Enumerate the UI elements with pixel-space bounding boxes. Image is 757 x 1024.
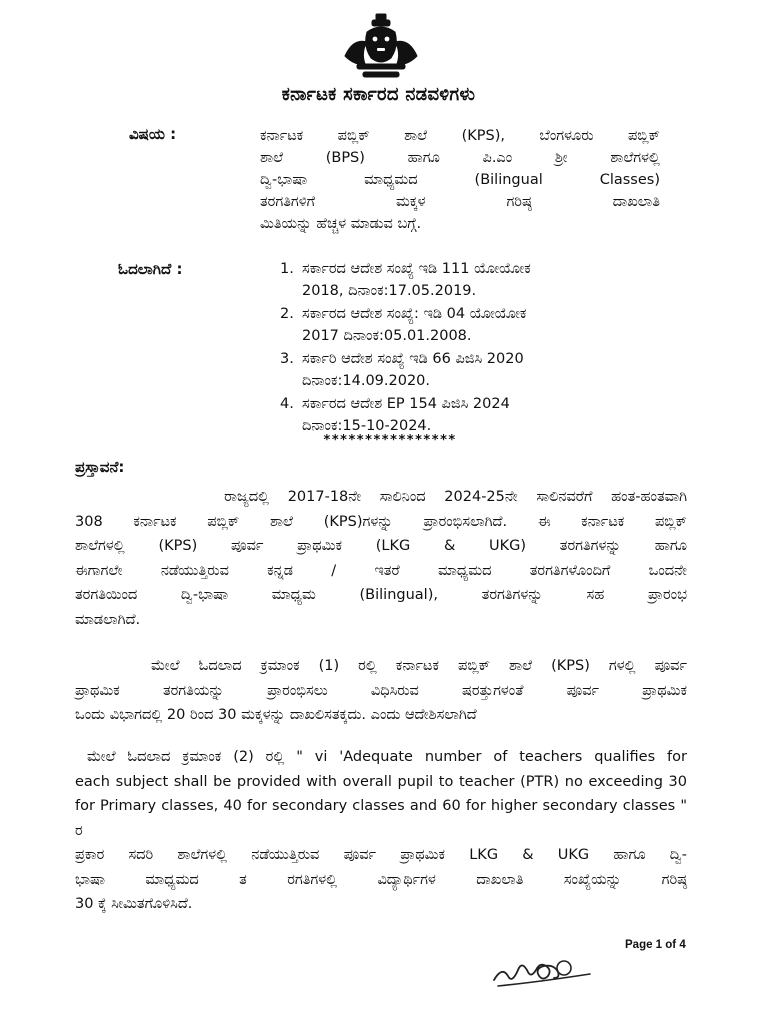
reference-line: ಸರ್ಕಾರದ ಆದೇಶ EP 154 ಪಿಜಿಸಿ 2024 [302,396,510,412]
subject-line: ದ್ವಿ-ಭಾಷಾ ಮಾಧ್ಯಮದ (Bilingual Classes) [260,172,660,188]
reference-line: ಸರ್ಕಾರದ ಆದೇಶ ಸಂಖ್ಯೆ: ಇಡಿ 04 ಯೋಯೋಕ [302,306,527,322]
subject-text [260,125,660,235]
reference-number: 3. [280,351,294,367]
page-number: Page 1 of 4 [625,939,686,951]
paragraph-line: ತರಗತಿಯಿಂದ ದ್ವಿ-ಭಾಷಾ ಮಾಧ್ಯಮ (Bilingual), ತರಗತಿಗಳನ್ನು ಸಹ ಪ್ರಾರಂಭ [75,587,687,603]
paragraph-line: 30 ಕ್ಕೆ ಸೀಮಿತಗೊಳಿಸಿದೆ. [75,896,193,912]
reference-number: 2. [280,306,294,322]
paragraph-line: ಮಾಡಲಾಗಿದೆ. [75,611,141,628]
separator-stars: **************** [323,433,457,448]
reference-line: ದಿನಾಂಕ:15-10-2024. [302,417,432,434]
paragraph-line: ರಾಜ್ಯದಲ್ಲಿ 2017-18ನೇ ಸಾಲಿನಿಂದ 2024-25ನೇ ಸಾಲಿನವರೆಗೆ ಹಂತ-ಹಂತವಾಗಿ [75,489,687,505]
paragraph-line: ಒಂದು ವಿಭಾಗದಲ್ಲಿ 20 ರಿಂದ 30 ಮಕ್ಕಳನ್ನು ದಾಖಲಿಸತಕ್ಕದು. ಎಂದು ಆದೇಶಿಸಲಾಗಿದೆ [75,707,477,723]
subject-line: ತರಗತಿಗಳಿಗೆ ಮಕ್ಕಳ ಗರಿಷ್ಠ ದಾಖಲಾತಿ [260,194,660,210]
reference-item [280,304,700,347]
page-title: ಕರ್ನಾಟಕ ಸರ್ಕಾರದ ನಡವಳಿಗಳು [281,84,476,105]
paragraph-line: ಪ್ರಾಥಮಿಕ ತರಗತಿಯನ್ನು ಪ್ರಾರಂಭಿಸಲು ವಿಧಿಸಿರುವ ಷರತ್ತುಗಳಂತೆ ಪೂರ್ವ ಪ್ರಾಥಮಿಕ [75,682,687,699]
paragraph-line: 308 ಕರ್ನಾಟಕ ಪಬ್ಲಿಕ್ ಶಾಲೆ (KPS)ಗಳನ್ನು ಪ್ರಾರಂಭಿಸಲಾಗಿದೆ. ಈ ಕರ್ನಾಟಕ ಪಬ್ಲಿಕ್ [75,513,687,530]
references-list [280,259,700,439]
subject-line: ಶಾಲೆ (BPS) ಹಾಗೂ ಪಿ.ಎಂ ಶ್ರೀ ಶಾಲೆಗಳಲ್ಲಿ [260,150,660,166]
reference-line: ಸರ್ಕಾರದ ಆದೇಶ ಸಂಖ್ಯೆ ಇಡಿ 111 ಯೋಯೋಕ [302,261,531,277]
reference-line: ದಿನಾಂಕ:14.09.2020. [302,372,431,389]
references-label: ಓದಲಾಗಿದೆ : [118,260,183,278]
paragraph-line: ಭಾಷಾ ಮಾಧ್ಯಮದ ತ ರಗತಿಗಳಲ್ಲಿ ವಿದ್ಯಾರ್ಥಿಗಳ ದಾಖಲಾತಿ ಸಂಖ್ಯೆಯನ್ನು ಗರಿಷ್ಠ [75,871,687,888]
reference-line: 2017 ದಿನಾಂಕ:05.01.2008. [302,327,472,344]
reference-item [280,259,700,302]
preamble-paragraph-2 [75,654,687,728]
reference-number: 1. [280,261,294,277]
preamble-paragraph-1 [75,485,687,632]
subject-line: ಮಿತಿಯನ್ನು ಹೆಚ್ಚಳ ಮಾಡುವ ಬಗ್ಗೆ. [260,216,422,232]
signature-icon [488,952,598,992]
preamble-heading: ಪ್ರಸ್ತಾವನೆ: [75,458,125,476]
reference-line: ಸರ್ಕಾರಿ ಆದೇಶ ಸಂಖ್ಯೆ ಇಡಿ 66 ಪಿಜಿಸಿ 2020 [302,351,524,367]
paragraph-line: each subject shall be provided with overall pupil to teacher (PTR) no exceeding 30 [75,773,687,790]
paragraph-line: ಮೇಲೆ ಓದಲಾದ ಕ್ರಮಾಂಕ (1) ರಲ್ಲಿ ಕರ್ನಾಟಕ ಪಬ್ಲಿಕ್ ಶಾಲೆ (KPS) ಗಳಲ್ಲಿ ಪೂರ್ವ [75,658,687,674]
reference-line: 2018, ದಿನಾಂಕ:17.05.2019. [302,282,477,299]
reference-item [280,394,700,437]
subject-label: ವಿಷಯ : [129,125,177,143]
paragraph-line: ಈಗಾಗಲೇ ನಡೆಯುತ್ತಿರುವ ಕನ್ನಡ / ಇತರೆ ಮಾಧ್ಯಮದ ತರಗತಿಗಳೊಂದಿಗೆ ಒಂದನೇ [75,562,687,579]
paragraph-line: ಮೇಲೆ ಓದಲಾದ ಕ್ರಮಾಂಕ (2) ರಲ್ಲಿ " vi 'Adequate number of teachers qualifies for [87,749,687,765]
paragraph-line: for Primary classes, 40 for secondary classes and 60 for higher secondary classes " ರ [75,798,687,839]
reference-number: 4. [280,396,294,412]
paragraph-line: ಪ್ರಕಾರ ಸದರಿ ಶಾಲೆಗಳಲ್ಲಿ ನಡೆಯುತ್ತಿರುವ ಪೂರ್ವ ಪ್ರಾಥಮಿಕ LKG & UKG ಹಾಗೂ ದ್ವಿ- [75,847,687,863]
subject-line: ಕರ್ನಾಟಕ ಪಬ್ಲಿಕ್ ಶಾಲೆ (KPS), ಬೆಂಗಳೂರು ಪಬ್ಲಿಕ್ [260,128,660,144]
state-emblem-icon [341,12,421,80]
paragraph-line: ಶಾಲೆಗಳಲ್ಲಿ (KPS) ಪೂರ್ವ ಪ್ರಾಥಮಿಕ (LKG & UKG) ತರಗತಿಗಳನ್ನು ಹಾಗೂ [75,538,687,554]
reference-item [280,349,700,392]
preamble-paragraph-3 [75,745,687,917]
